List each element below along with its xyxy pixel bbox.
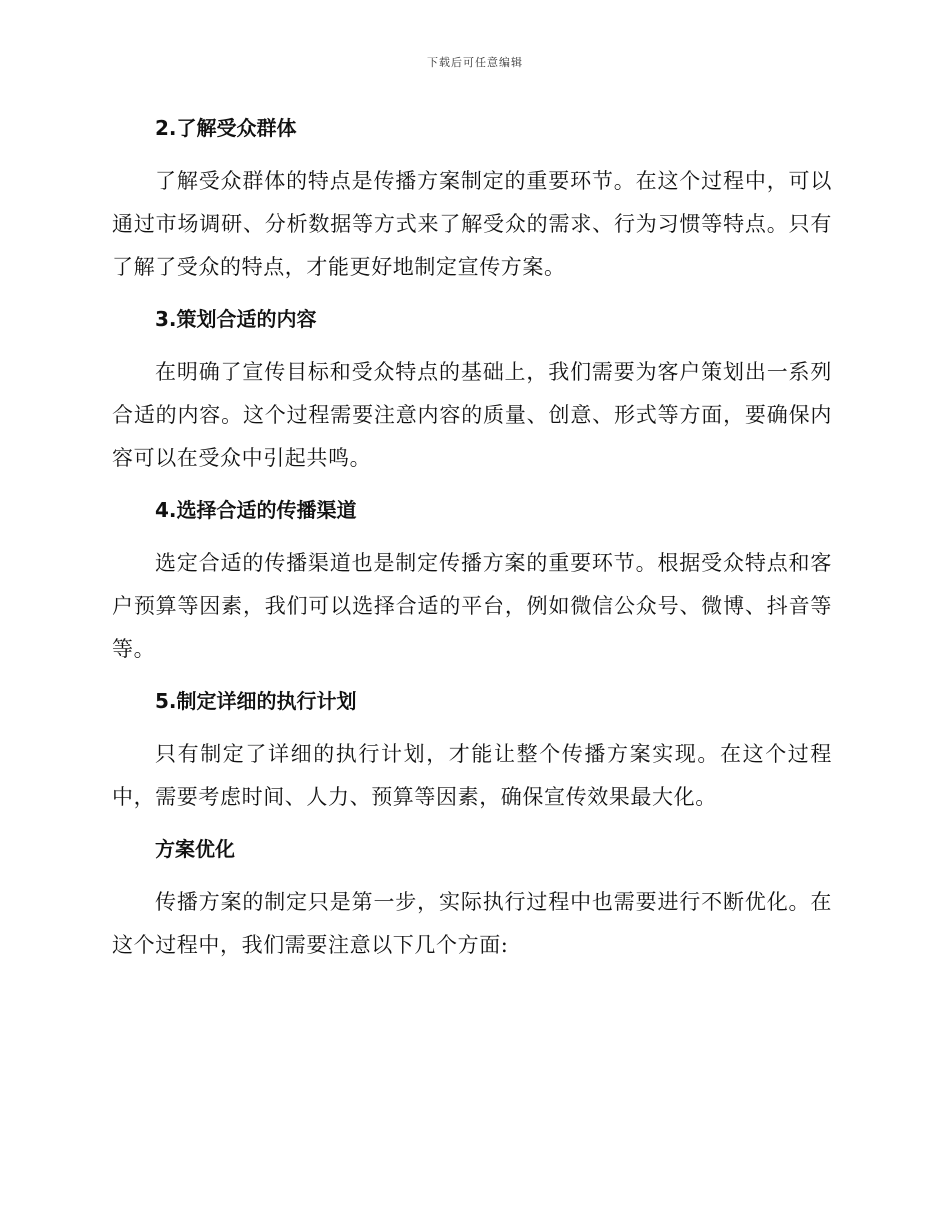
document-body (112, 108, 832, 977)
section-heading: 5.制定详细的执行计划 (155, 689, 357, 713)
section-understand-audience (112, 108, 832, 289)
section-plan-content (112, 299, 832, 480)
section-paragraph: 在明确了宣传目标和受众特点的基础上，我们需要为客户策划出一系列合适的内容。这个过程需要注意内容的质量、创意、形式等方面，要确保内容可以在受众中引起共鸣。 (112, 360, 832, 470)
section-heading: 方案优化 (155, 837, 235, 861)
section-paragraph: 了解受众群体的特点是传播方案制定的重要环节。在这个过程中，可以通过市场调研、分析数据等方式来了解受众的需求、行为习惯等特点。只有了解了受众的特点，才能更好地制定宣传方案。 (112, 169, 832, 279)
section-paragraph: 传播方案的制定只是第一步，实际执行过程中也需要进行不断优化。在这个过程中，我们需要注意以下几个方面: (112, 890, 832, 957)
section-paragraph: 选定合适的传播渠道也是制定传播方案的重要环节。根据受众特点和客户预算等因素，我们可以选择合适的平台，例如微信公众号、微博、抖音等等。 (112, 551, 832, 661)
section-choose-channels (112, 490, 832, 671)
section-optimization (112, 829, 832, 967)
section-heading: 2.了解受众群体 (155, 116, 297, 140)
page-header: 下载后可任意编辑 (427, 56, 523, 69)
section-heading: 4.选择合适的传播渠道 (155, 498, 357, 522)
section-heading: 3.策划合适的内容 (155, 307, 317, 331)
section-execution-plan (112, 681, 832, 819)
section-paragraph: 只有制定了详细的执行计划，才能让整个传播方案实现。在这个过程中，需要考虑时间、人力、预算等因素，确保宣传效果最大化。 (112, 742, 832, 809)
